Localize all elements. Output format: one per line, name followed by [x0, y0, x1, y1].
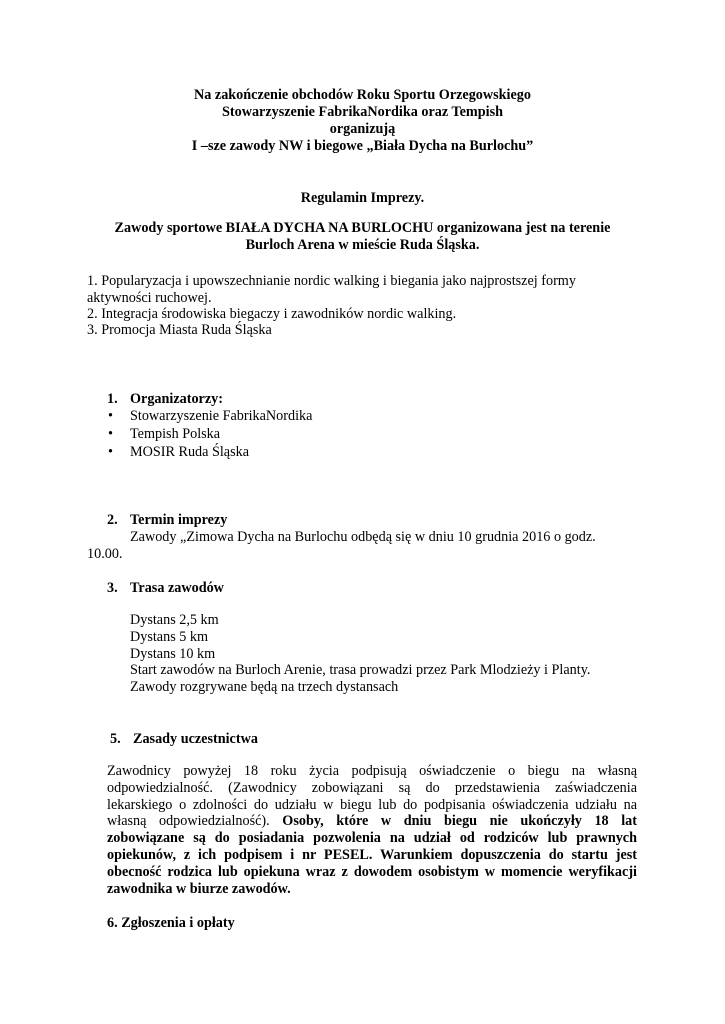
rules-line-normal-part: własną odpowiedzialność). — [107, 813, 283, 829]
rules-bold-line: opiekunów, z ich podpisem i nr PESEL. Warunkiem dopuszczenia do startu jest — [107, 847, 637, 863]
header-line-3: organizują — [329, 121, 396, 137]
section-3-title: Trasa zawodów — [130, 580, 224, 596]
rules-bold-line: zobowiązane są do posiadania pozwolenia na udział od rodziców lub prawnych — [107, 830, 637, 846]
section-5-number: 5. — [110, 731, 121, 747]
rules-line: lekarskiego o zdolności do udziału w biegu lub do podpisania oświadczenia udziału na — [107, 797, 637, 813]
section-5-title: Zasady uczestnictwa — [133, 731, 258, 747]
route-line: Dystans 5 km — [130, 629, 209, 645]
header-line-2: Stowarzyszenie FabrikaNordika oraz Tempish — [222, 104, 503, 120]
intro-line-1: Zawody sportowe BIAŁA DYCHA NA BURLOCHU organizowana jest na terenie — [114, 220, 611, 236]
rules-bold-line: obecność rodzica lub opiekuna wraz z dowodem osobistym w momencie weryfikacji — [107, 864, 637, 880]
route-line: Dystans 2,5 km — [130, 612, 219, 628]
goal-line-3: 2. Integracja środowiska biegaczy i zawodników nordic walking. — [87, 306, 457, 322]
event-date-line-1: Zawody „Zimowa Dycha na Burlochu odbędą się w dniu 10 grudnia 2016 o godz. — [130, 529, 596, 545]
header-line-1: Na zakończenie obchodów Roku Sportu Orzegowskiego — [194, 87, 531, 103]
section-1-number: 1. — [107, 391, 118, 407]
route-line: Start zawodów na Burloch Arenie, trasa prowadzi przez Park Mlodzieży i Planty. — [130, 662, 591, 678]
goal-line-2: aktywności ruchowej. — [87, 290, 212, 306]
header-line-4: I –sze zawody NW i biegowe „Biała Dycha na Burlochu” — [191, 138, 534, 154]
section-1-title: Organizatorzy: — [130, 391, 223, 407]
intro-line-2: Burloch Arena w mieście Ruda Śląska. — [245, 237, 480, 253]
route-line: Zawody rozgrywane będą na trzech dystansach — [130, 679, 399, 695]
rules-line: odpowiedzialność. (Zawodnicy zobowiązani są do przedstawienia zaświadczenia — [107, 780, 637, 796]
goal-line-4: 3. Promocja Miasta Ruda Śląska — [87, 322, 272, 338]
goal-line-1: 1. Popularyzacja i upowszechnianie nordic walking i biegania jako najprostszej formy — [87, 273, 576, 289]
event-date-line-2: 10.00. — [87, 546, 123, 562]
section-2-title: Termin imprezy — [130, 512, 228, 528]
section-2-number: 2. — [107, 512, 118, 528]
organizer-item: • Stowarzyszenie FabrikaNordika — [130, 408, 312, 425]
regulamin-title: Regulamin Imprezy. — [300, 190, 425, 206]
rules-line-bold-part: Osoby, które w dniu biegu nie ukończyły 18 lat — [282, 813, 638, 829]
section-6-title: 6. Zgłoszenia i opłaty — [107, 915, 235, 931]
section-3-number: 3. — [107, 580, 118, 596]
rules-line-mixed — [107, 813, 637, 830]
organizer-item: • Tempish Polska — [130, 426, 220, 443]
rules-bold-line: zawodnika w biurze zawodów. — [107, 881, 291, 897]
rules-line: Zawodnicy powyżej 18 roku życia podpisują oświadczenie o biegu na własną — [107, 763, 637, 779]
route-line: Dystans 10 km — [130, 646, 216, 662]
organizer-item: • MOSIR Ruda Śląska — [130, 444, 249, 461]
